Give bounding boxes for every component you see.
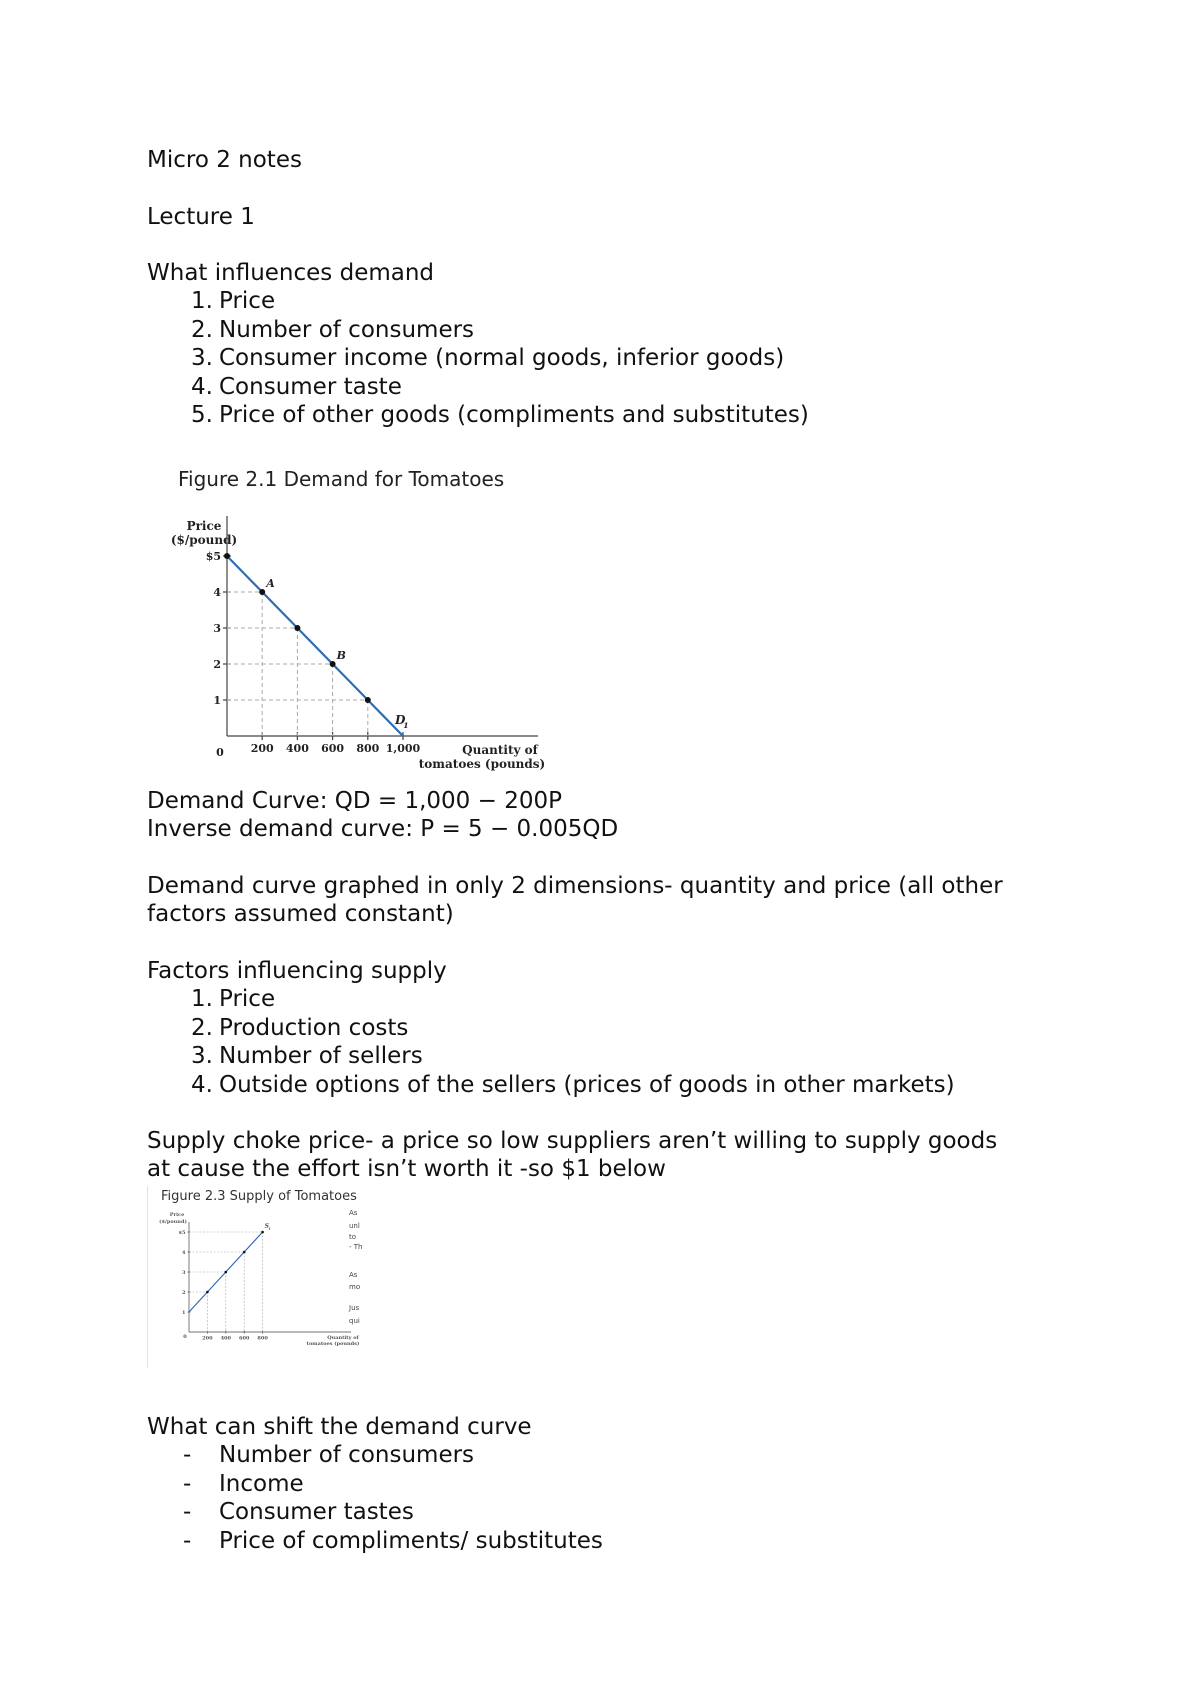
data-point	[365, 697, 371, 703]
data-point	[225, 1271, 228, 1274]
origin-label: 0	[216, 746, 224, 759]
list-item: 4. Outside options of the sellers (prices of goods in other markets)	[191, 1071, 955, 1098]
y-axis-label-unit: ($/pound)	[159, 1219, 187, 1225]
demand-note-line: Demand curve graphed in only 2 dimensions- quantity and price (all other	[147, 873, 1003, 899]
data-point	[261, 1231, 264, 1234]
curve-label-subscript: 1	[268, 1226, 271, 1231]
origin-label: 0	[183, 1334, 187, 1340]
y-tick-label: 1	[182, 1309, 186, 1316]
x-tick-label: 200	[202, 1335, 213, 1342]
supply-factors-list	[147, 985, 955, 1099]
side-text-fragment: Jus	[349, 1304, 360, 1312]
doc-title: Micro 2 notes	[147, 147, 302, 173]
y-tick-label: 1	[213, 693, 221, 707]
y-tick-label: $5	[205, 549, 221, 563]
list-item: 3. Consumer income (normal goods, inferior goods)	[191, 345, 785, 371]
y-tick-label: 3	[182, 1269, 186, 1276]
x-tick-label: 800	[257, 1335, 268, 1342]
point-label: B	[336, 649, 346, 662]
demand-factors-list	[147, 287, 809, 430]
y-tick-label: 3	[213, 621, 221, 635]
list-item: 2. Number of consumers	[191, 316, 475, 343]
supply-figure	[147, 1186, 367, 1368]
side-text-fragment: - Th	[349, 1243, 363, 1251]
point-label: A	[266, 577, 275, 590]
y-axis-label: Price	[169, 1212, 185, 1218]
side-text-fragment: As	[349, 1209, 358, 1217]
list-item: 1. Price	[191, 986, 276, 1012]
list-item: - Income	[183, 1470, 304, 1497]
chart-title: Figure 2.1 Demand for Tomatoes	[178, 467, 505, 491]
y-tick-label: 4	[213, 585, 221, 599]
x-tick-label: 1,000	[385, 742, 421, 755]
x-tick-label: 800	[356, 742, 380, 755]
y-tick-label: 4	[182, 1249, 186, 1256]
demand-curve-equation: Demand Curve: QD = 1,000 − 200P	[147, 788, 562, 814]
x-axis-label: Quantity of	[327, 1335, 359, 1341]
curve-label-subscript: 1	[403, 720, 409, 730]
list-item: 3. Number of sellers	[191, 1043, 423, 1069]
data-point	[294, 625, 300, 631]
x-tick-label: 600	[238, 1335, 250, 1342]
x-tick-label: 400	[220, 1335, 232, 1342]
curve-label: D	[395, 713, 406, 727]
data-point	[259, 589, 265, 595]
y-axis-label: Price	[186, 519, 222, 533]
x-tick-label: 600	[321, 742, 345, 755]
x-tick-label: 400	[285, 742, 309, 755]
side-text-fragment: As	[349, 1271, 358, 1279]
data-point	[224, 553, 230, 559]
demand-chart	[150, 466, 550, 776]
y-axis-label-unit: ($/pound)	[170, 533, 238, 547]
data-point	[330, 661, 336, 667]
x-axis-label: Quantity of	[462, 743, 538, 757]
side-text-fragment: qui	[349, 1317, 360, 1325]
supply-chart	[147, 1186, 367, 1368]
list-item: 5. Price of other goods (compliments and substitutes)	[191, 402, 809, 428]
list-item: 4. Consumer taste	[191, 373, 402, 400]
list-item: 1. Price	[191, 288, 276, 314]
curve-label: S	[264, 1223, 269, 1230]
shift-factors-list	[147, 1441, 603, 1555]
side-text-fragment: to	[349, 1233, 357, 1241]
y-tick-label: 2	[182, 1289, 186, 1296]
series-line	[227, 556, 403, 736]
list-item: - Price of compliments/ substitutes	[183, 1527, 603, 1554]
y-tick-label: 2	[213, 657, 221, 671]
y-tick-label: $5	[178, 1229, 186, 1236]
lecture-heading: Lecture 1	[147, 204, 255, 230]
x-tick-label: 200	[250, 742, 274, 755]
inverse-demand-equation: Inverse demand curve: P = 5 − 0.005QD	[147, 816, 619, 842]
shift-heading: What can shift the demand curve	[147, 1414, 532, 1440]
chart-title: Figure 2.3 Supply of Tomatoes	[161, 1189, 357, 1204]
demand-figure	[150, 466, 550, 776]
list-item: 2. Production costs	[191, 1014, 409, 1041]
x-axis-label-unit: tomatoes (pounds)	[306, 1341, 360, 1347]
demand-heading: What influences demand	[147, 260, 435, 286]
data-point	[243, 1251, 246, 1254]
choke-price-line: at cause the effort isn’t worth it -so $1 below	[147, 1156, 666, 1182]
list-item: - Number of consumers	[183, 1442, 475, 1468]
supply-heading: Factors influencing supply	[147, 958, 447, 984]
side-text-fragment: unl	[349, 1222, 360, 1230]
demand-note-line: factors assumed constant)	[147, 901, 454, 927]
data-point	[206, 1291, 209, 1294]
side-text-fragment: mo	[349, 1283, 361, 1291]
x-axis-label-unit: tomatoes (pounds)	[418, 757, 546, 771]
choke-price-line: Supply choke price- a price so low suppliers aren’t willing to supply goods	[147, 1128, 998, 1154]
list-item: - Consumer tastes	[183, 1499, 414, 1525]
